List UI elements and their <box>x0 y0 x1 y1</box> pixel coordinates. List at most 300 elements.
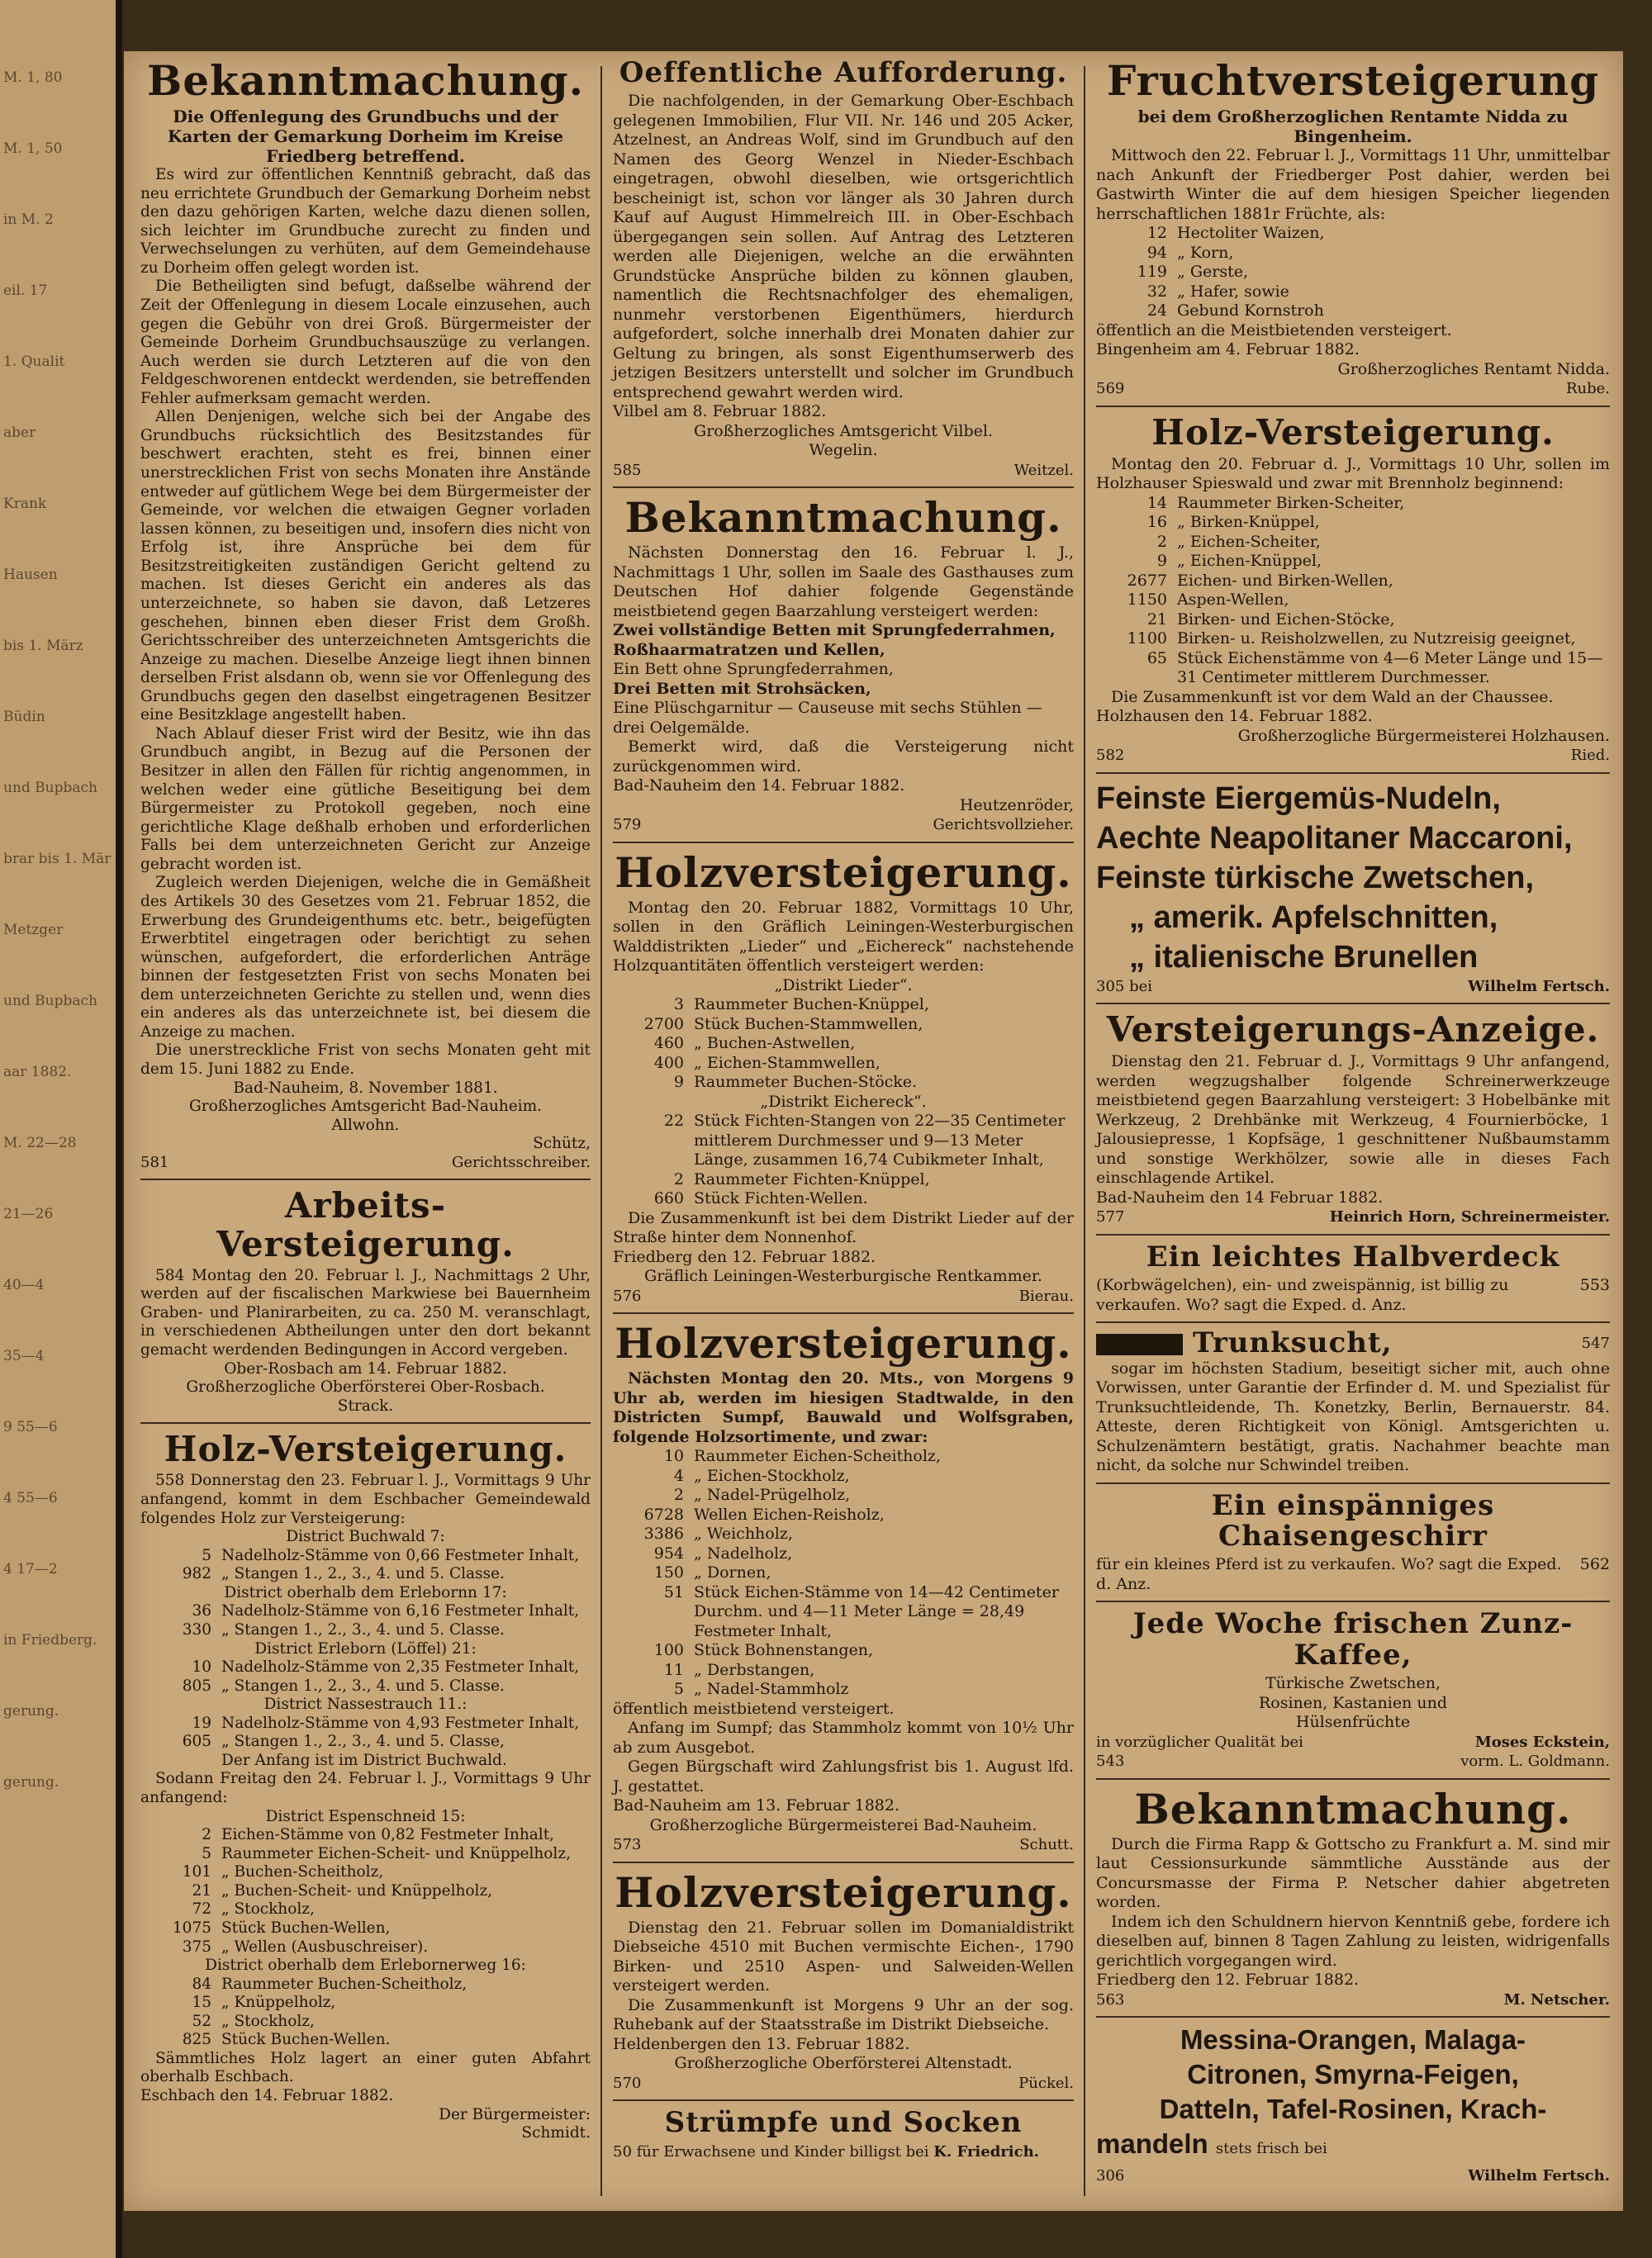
ad-line: Citronen, Smyrna-Feigen, <box>1187 2059 1519 2090</box>
lot-description: „ Stangen 1., 2., 3., 4. und 5. Classe. <box>221 1620 505 1639</box>
ad-text: Montag den 20. Februar d. J., Vormittags 10 Uhr, sollen im Holzhauser Spieswald und zwar mit Brennholz beginnend: <box>1096 454 1610 493</box>
signature: Strack. <box>337 1397 394 1415</box>
column-rule <box>601 66 602 2196</box>
ad-line: Messina-Orangen, Malaga- <box>1180 2024 1526 2056</box>
ad-grundbuch-dorheim <box>140 51 591 1180</box>
place-date: Vilbel am 8. Februar 1882. <box>613 402 827 421</box>
ad-fruchtversteigerung <box>1096 51 1610 407</box>
lot-line <box>140 1957 591 1976</box>
ad-paragraph: Nach Ablauf dieser Frist wird der Besitz, wie ihn das Grundbuch angibt, in Bezug auf die Personen der Besitzer in allen den Fällen für richtig angenommen, in welchen weder eine gütliche Beseitigung bei dem Bürgermeister zu Protokoll gegeben, noch eine gerichtliche Klage deßhalb erhoben und erforderlichen Falls bei dem unterzeichneten Gericht zur Anzeige gebracht worden ist. <box>140 724 591 873</box>
ad-paragraph: Die Betheiligten sind befugt, daßselbe während der Zeit der Offenlegung in diesem Locale einzusehen, auch gegen die Gebühr von drei Groß. Bürgermeister der Gemeinde Dorheim Grundbuchsauszüge zu verlangen. Auch werden sie durch Letzteren auf die von den Feldgeschworenen entdeckt werdenden, sie betreffenden Fehler aufmerksam gemacht werden. <box>140 278 591 407</box>
ad-text: Nächsten Donnerstag den 16. Februar l. J., Nachmittags 1 Uhr, sollen im Saale des Gasthauses zum Deutschen Hof dahier folgende Gegenstände meistbietend gegen Baarzahlung versteigert werden: <box>613 543 1074 620</box>
place-date: Friedberg den 12. Februar 1882. <box>1096 1971 1360 1990</box>
ad-number: 547 <box>1581 1335 1610 1353</box>
lot-quantity: 2700 <box>643 1014 684 1033</box>
lot-line <box>140 1733 591 1752</box>
ad-number: 569 <box>1096 380 1125 397</box>
lot-description: District Espenschneid 15: <box>265 1807 466 1825</box>
lot-quantity: 1075 <box>172 1919 211 1937</box>
authority: Großherzogliche Bürgermeisterei Holzhausen. <box>1237 726 1610 745</box>
lot-quantity: 5 <box>673 1680 684 1699</box>
ad-title: Jede Woche frischen Zunz-Kaffee, <box>1132 1607 1574 1672</box>
lot-line <box>140 2013 591 2032</box>
place-date: Eschbach den 14. Februar 1882. <box>140 2087 394 2104</box>
lot-description: Eichen- und Birken-Wellen, <box>1177 571 1393 590</box>
place-date: Friedberg den 12. Februar 1882. <box>613 1247 876 1266</box>
lot-description: Stück Buchen-Stammwellen, <box>694 1014 923 1033</box>
lot-description: „ Korn, <box>1177 243 1234 262</box>
lot-list <box>1096 224 1610 321</box>
lot-line <box>1096 224 1610 244</box>
lot-description: „ Buchen-Scheit- und Knüppelholz, <box>221 1881 493 1900</box>
lot-quantity: 400 <box>653 1053 684 1072</box>
ad-text: Montag den 20. Februar l. J., Nachmittags 2 Uhr, werden auf der fiscalischen Markwiese bei Bauernheim Graben- und Planirarbeiten, zu ca. 250 M. veranschlagt, in verschiedenen Abtheilungen unter den dort bekannt gemacht werdenden Bedingungen in Accord vergeben. <box>140 1266 591 1359</box>
lot-line <box>140 1938 591 1957</box>
column-3 <box>1088 51 1618 2193</box>
ad-holzversteigerung-diebseiche <box>613 1863 1074 2102</box>
signature: vorm. L. Goldmann. <box>1460 1753 1610 1771</box>
lot-line <box>140 1640 591 1659</box>
lot-quantity: 12 <box>1146 224 1167 242</box>
lot-quantity: 3386 <box>643 1525 684 1544</box>
place-date: Bad-Nauheim den 14. Februar 1882. <box>613 776 905 795</box>
lot-quantity <box>140 1752 221 1771</box>
lot-description: „ Stockholz, <box>221 1900 315 1919</box>
district-label: „Distrikt Lieder“. <box>774 975 913 994</box>
lot-description: District Buchwald 7: <box>286 1528 445 1546</box>
item: Hülsenfrüchte <box>1295 1713 1411 1732</box>
ad-subtitle: bei dem Großherzoglichen Rentamte Nidda zu Bingenheim. <box>1137 107 1569 146</box>
lot-line <box>613 1054 1074 1074</box>
authority: Der Bürgermeister: <box>439 2105 591 2123</box>
lot-quantity: 119 <box>1137 263 1167 281</box>
lot-description: „ Eichen-Scheiter, <box>1177 532 1321 551</box>
column-2 <box>605 51 1082 2168</box>
authority: Großherzogliche Oberförsterei Ober-Rosbach. <box>186 1378 545 1397</box>
lot-description: Nadelholz-Stämme von 2,35 Festmeter Inhalt, <box>221 1658 580 1677</box>
lot-line <box>1096 301 1610 321</box>
lot-quantity: 15 <box>192 1994 211 2012</box>
lot-line <box>613 1034 1074 1054</box>
signature: Gerichtsvollzieher. <box>933 816 1074 834</box>
pointing-hand-icon <box>1096 1334 1183 1355</box>
ad-number: 584 <box>155 1266 185 1284</box>
strip-fragment: M. 22—28 <box>3 1135 77 1151</box>
lot-quantity: 84 <box>192 1975 211 1993</box>
lot-quantity: 52 <box>192 2012 211 2030</box>
strip-fragment: gerung. <box>3 1703 59 1720</box>
lot-description: Stück Bohnenstangen, <box>694 1641 874 1660</box>
ad-text: in vorzüglicher Qualität bei <box>1096 1733 1303 1751</box>
lot-description: „ Wellen (Ausbuschreiser). <box>221 1938 429 1956</box>
ad-text: für ein kleines Pferd ist zu verkaufen. Wo? sagt die Exped. d. Anz. <box>1096 1555 1562 1593</box>
ad-number: 585 <box>613 461 642 479</box>
signature: Heutzenröder, <box>959 795 1074 814</box>
lot-line <box>140 1863 591 1882</box>
lot-description: Stück Buchen-Wellen. <box>221 2031 391 2049</box>
signature: Moses Eckstein, <box>1474 1733 1610 1751</box>
ad-text: Montag den 20. Februar 1882, Vormittags 10 Uhr, sollen in den Gräflich Leiningen-Westerburgischen Walddistrikten „Lieder“ und „Eichereck“ nachstehende Holzquantitäten öffentlich versteigert werden: <box>613 898 1074 975</box>
lot-line <box>140 1845 591 1864</box>
strip-fragment: und Bupbach <box>3 780 97 796</box>
place-date: Holzhausen den 14. Februar 1882. <box>1096 707 1373 726</box>
ad-text: Dienstag den 21. Februar sollen im Domanialdistrikt Diebseiche 4510 mit Buchen vermischte Eichen-, 1790 Birken- und 2510 Aspen- und Salweiden-Wellen versteigert werden. <box>613 1918 1074 1995</box>
ad-paragraph: Durch die Firma Rapp & Gottscho zu Frankfurt a. M. sind mir laut Cessionsurkunde sämmtliche Ausstände aus der Concursmasse der Firma P. Netscher dahier abgetreten worden. <box>1096 1834 1610 1912</box>
signature: Bierau. <box>1018 1287 1074 1305</box>
lot-description: District oberhalb dem Erlebornn 17: <box>224 1583 507 1601</box>
ad-line: „ italienische Brunellen <box>1129 939 1479 975</box>
lot-line <box>613 1447 1074 1467</box>
lot-description: „ Stangen 1., 2., 3., 4. und 5. Classe, <box>221 1733 505 1751</box>
strip-fragment: aar 1882. <box>3 1064 72 1080</box>
lot-line <box>613 1506 1074 1525</box>
lot-line <box>1096 533 1610 553</box>
strip-fragment: Büdin <box>3 709 45 725</box>
lot-description: Stück Eichenstämme von 4—6 Meter Länge und 15—31 Centimeter mittlerem Durchmesser. <box>1177 648 1603 687</box>
lot-line <box>140 2031 591 2050</box>
signature: Schütz, <box>533 1135 591 1153</box>
lot-line <box>613 995 1074 1015</box>
lot-line <box>613 1170 1074 1190</box>
ad-title: Ein leichtes Halbverdeck <box>1146 1240 1560 1274</box>
lot-quantity: 3 <box>673 995 684 1014</box>
lot-quantity: 21 <box>1146 610 1167 629</box>
lot-line <box>140 1715 591 1734</box>
lot-line <box>140 1696 591 1715</box>
lot-list <box>140 1528 591 1770</box>
ad-number: 570 <box>613 2074 642 2092</box>
ad-line: Feinste türkische Zwetschen, <box>1096 860 1535 895</box>
lot-quantity: 10 <box>192 1658 211 1677</box>
signature: Pückel. <box>1018 2074 1074 2092</box>
strip-fragment: 4 17—2 <box>3 1561 58 1577</box>
place-date: Bad-Nauheim am 13. Februar 1882. <box>613 1796 900 1815</box>
lot-line <box>1096 629 1610 649</box>
strip-fragment: in M. 2 <box>3 211 54 228</box>
column-1 <box>132 51 599 2150</box>
lot-quantity: 150 <box>653 1563 684 1582</box>
ad-paragraph: Es wird zur öffentlichen Kenntniß gebracht, daß das neu errichtete Grundbuch der Gemarkung Dorheim nebst den dazu gehörigen Karten, welche dazu dienen sollen, sich leichter im Grundbuche zurecht zu finden und Verwechselungen zu verhüten, auf dem Gemeindehause zu Dorheim offen gelegt worden ist. <box>140 166 591 277</box>
ad-holz-versteigerung-holzhausen <box>1096 407 1610 774</box>
lot-quantity: 6728 <box>643 1505 684 1524</box>
lot-quantity: 100 <box>653 1641 684 1660</box>
ad-text: Dienstag den 21. Februar d. J., Vormittags 9 Uhr anfangend, werden wegzugshalber folgende Schreinerwerkzeuge meistbietend gegen Baarzahlung versteigert: 3 Hobelbänke mit Werkzeug, 2 Drehbänke mit Werkzeug, 4 Fournierböcke, 1 Jalousiepresse, 1 Kopfsäge, 1 geschnittener Nußbaumstamm und sonstige Werkhölzer, sowie alle in dieses Fach einschlagende Artikel. <box>1096 1052 1610 1188</box>
lot-description: „ Knüppelholz, <box>221 1994 336 2012</box>
signature: Ried. <box>1570 747 1610 765</box>
lot-line <box>140 1900 591 1919</box>
ad-bekanntmachung-betten <box>613 488 1074 843</box>
lot-description: Raummeter Buchen-Scheitholz, <box>221 1975 468 1993</box>
signature: Heinrich Horn, Schreinermeister. <box>1329 1208 1610 1226</box>
ad-number: 581 <box>140 1153 169 1171</box>
lot-quantity: 21 <box>192 1881 211 1900</box>
lot-description: Nadelholz-Stämme von 6,16 Festmeter Inhalt, <box>221 1602 580 1620</box>
lot-quantity: 14 <box>1146 493 1167 512</box>
ad-paragraph: Zugleich werden Diejenigen, welche die in Gemäßheit des Artikels 30 des Gesetzes vom 21. Februar 1852, die Erwerbung des Grundeigenthums etc. betr., beigefügten Erwerbtitel eingetragen oder berichtigt zu sehen wünschen, aufgefordert, die erforderlichen Anträge binnen der festgesetzten Frist von sechs Monaten bei dem unterzeichneten Gerichte zu stellen und, wenn dies ein anderes als das unterzeichnete ist, bei diesem die Anzeige zu machen. <box>140 874 591 1041</box>
lot-description: Der Anfang ist im District Buchwald. <box>221 1751 507 1769</box>
lot-line <box>1096 610 1610 630</box>
place-date: Bad-Nauheim, 8. November 1881. <box>233 1079 498 1097</box>
lot-line <box>613 1583 1074 1642</box>
lot-line <box>140 1621 591 1640</box>
lot-line <box>140 1976 591 1995</box>
lot-line <box>140 1658 591 1677</box>
ad-title: Holzversteigerung. <box>615 1319 1072 1369</box>
lot-description: Stück Fichten-Stangen von 22—35 Centimeter mittlerem Durchmesser und 9—13 Meter Länge, zusammen 16,74 Cubikmeter Inhalt, <box>694 1112 1066 1169</box>
lot-description: „ Birken-Knüppel, <box>1177 513 1320 532</box>
lot-line <box>140 1565 591 1584</box>
lot-line <box>140 1882 591 1901</box>
lot-description: District Nassestrauch 11.: <box>263 1696 468 1714</box>
ad-text: Die nachfolgenden, in der Gemarkung Ober-Eschbach gelegenen Immobilien, Flur VII. Nr. 146 und 205 Acker, Atzelnest, an Andreas Wolf, sind im Grundbuch auf den Namen des Georg Wenzel in Nieder-Eschbach eingetragen, obwohl dieselben, wie ortsgerichtlich bescheinigt ist, schon vor länger als 30 Jahren durch Kauf auf August Himmelreich III. in Ober-Eschbach übergegangen sein sollen. Auf Antrag des Letzteren werden alle Diejenigen, welche an die erwähnten Grundstücke Ansprüche bilden zu können glauben, namentlich die Rechtsnachfolger des ehemaligen, nunmehr verstorbenen Eigenthümers, hierdurch aufgefordert, solche innerhalb drei Monaten dahier zur Geltung zu bringen, als sonst Eigenthumserwerb des jetzigen Besitzers unterstellt und solcher im Grundbuch entsprechend gewahrt werden wird. <box>613 92 1074 401</box>
ad-text: Nächsten Montag den 20. Mts., von Morgens 9 Uhr ab, werden im hiesigen Stadtwalde, in den Districten Sumpf, Bauwald und Wolfsgraben, folgende Holzsortimente, und zwar: <box>613 1369 1074 1446</box>
strip-fragment: 40—4 <box>3 1277 45 1293</box>
strip-fragment: 35—4 <box>3 1348 45 1364</box>
lot-description: Birken- u. Reisholzwellen, zu Nutzreisig geeignet, <box>1177 629 1576 648</box>
ad-arbeits-versteigerung <box>140 1180 591 1424</box>
lot-description: Raummeter Eichen-Scheit- und Knüppelholz, <box>221 1844 571 1862</box>
ad-number: 306 <box>1096 2167 1125 2185</box>
ad-title: Holz-Versteigerung. <box>164 1429 567 1470</box>
lot-description: „ Eichen-Stammwellen, <box>694 1053 881 1072</box>
strip-fragment: eil. 17 <box>3 282 48 299</box>
ad-text: Sodann Freitag den 24. Februar l. J., Vormittags 9 Uhr anfangend: <box>140 1770 591 1806</box>
signature: Wegelin. <box>809 441 878 460</box>
authority: Gräflich Leiningen-Westerburgische Rentkammer. <box>644 1267 1042 1286</box>
newspaper-page <box>124 51 1623 2211</box>
lot-description: Wellen Eichen-Reisholz, <box>694 1505 885 1524</box>
lot-description: Gebund Kornstroh <box>1177 301 1324 320</box>
ad-title: Bekanntmachung. <box>146 56 585 105</box>
lot-description: Aspen-Wellen, <box>1177 591 1289 610</box>
lot-description: Hectoliter Waizen, <box>1177 224 1325 242</box>
ad-paragraph: Indem ich den Schuldnern hiervon Kenntniß gebe, fordere ich dieselben auf, binnen 8 Tagen Zahlung zu leisten, widrigenfalls gerichtlich vorgegangen wird. <box>1096 1912 1610 1970</box>
ad-text: Mittwoch den 22. Februar l. J., Vormittags 11 Uhr, unmittelbar nach Ankunft der Friedberger Post dahier, werden bei Gastwirth Winter die auf dem hiesigen Speicher liegenden herrschaftlichen 1881r Früchte, als: <box>1096 146 1610 223</box>
lot-quantity: 2 <box>673 1486 684 1505</box>
lot-quantity: 2 <box>202 1826 211 1844</box>
ad-line: „ amerik. Apfelschnitten, <box>1129 899 1498 935</box>
ad-title: Oeffentliche Aufforderung. <box>619 56 1068 89</box>
lot-line <box>613 1486 1074 1506</box>
lot-line <box>1096 591 1610 610</box>
lot-description: „ Weichholz, <box>694 1525 793 1544</box>
lot-quantity: 605 <box>182 1733 211 1751</box>
lot-description: Raummeter Buchen-Knüppel, <box>694 995 929 1014</box>
ad-paragraph: Die unerstreckliche Frist von sechs Monaten geht mit dem 15. Juni 1882 zu Ende. <box>140 1041 591 1078</box>
strip-fragment: gerung. <box>3 1774 59 1791</box>
lot-line <box>140 1752 591 1771</box>
lot-line <box>140 1602 591 1621</box>
lot-line <box>613 1563 1074 1583</box>
ad-title: Holzversteigerung. <box>615 847 1072 897</box>
strip-fragment: 4 55—6 <box>3 1490 58 1506</box>
lot-quantity: 24 <box>1146 301 1167 320</box>
strip-fragment: Metzger <box>3 922 64 938</box>
item: Zwei vollständige Betten mit Sprungfederrahmen, Roßhaarmatratzen und Kellen, <box>613 621 1056 659</box>
item: Ein Bett ohne Sprungfederrahmen, <box>613 660 894 679</box>
lot-quantity: 101 <box>182 1863 211 1881</box>
ad-text: Gegen Bürgschaft wird Zahlungsfrist bis 1. August lfd. J. gestattet. <box>613 1758 1074 1795</box>
signature: Wilhelm Fertsch. <box>1468 2167 1610 2185</box>
lot-quantity: 954 <box>653 1544 684 1563</box>
ad-title: Arbeits-Versteigerung. <box>216 1185 515 1264</box>
ad-number: 563 <box>1096 1990 1125 2009</box>
strip-fragment: 1. Qualit <box>3 353 65 370</box>
lot-quantity: 375 <box>182 1938 211 1956</box>
ad-text: für Erwachsene und Kinder billigst bei <box>636 2142 929 2161</box>
lot-line <box>613 1189 1074 1209</box>
lot-quantity: 1100 <box>1127 629 1167 648</box>
authority: Großherzogliches Amtsgericht Bad-Nauheim. <box>188 1098 542 1116</box>
lot-list <box>140 1808 591 2050</box>
lot-description: Eichen-Stämme von 0,82 Festmeter Inhalt, <box>221 1826 555 1844</box>
strip-fragment: brar bis 1. Mär <box>3 851 112 867</box>
lot-description: „ Buchen-Scheitholz, <box>221 1863 384 1881</box>
ad-text: (Korbwägelchen), ein- und zweispännig, ist billig zu verkaufen. Wo? sagt die Exped. d. Anz. <box>1096 1276 1509 1314</box>
lot-line <box>1096 494 1610 514</box>
lot-description: Nadelholz-Stämme von 0,66 Festmeter Inhalt, <box>221 1546 580 1564</box>
lot-description: Nadelholz-Stämme von 4,93 Festmeter Inhalt, <box>221 1714 580 1732</box>
lot-line <box>1096 649 1610 688</box>
ad-number: 558 <box>155 1472 185 1490</box>
ad-text: Donnerstag den 23. Februar l. J., Vormittags 9 Uhr anfangend, kommt in dem Eschbacher Gemeindewald folgendes Holz zur Versteigerung: <box>140 1472 591 1527</box>
ad-text: sogar im höchsten Stadium, beseitigt sicher mit, auch ohne Vorwissen, unter Garantie der Erfinder d. M. und Spezialist für Trunksuchtleidende, Th. Konetzky, Berlin, Bernauerstr. 84. Atteste, deren Richtigkeit von Königl. Amtsgerichten u. Schulzenämtern bestätigt, gratis. Nachahmer beachte man nicht, da solche nur Schwindel treiben. <box>1096 1359 1610 1475</box>
ad-trunksucht <box>1096 1323 1610 1483</box>
lot-quantity: 72 <box>192 1900 211 1919</box>
lot-list <box>613 1112 1074 1209</box>
lot-description: „ Nadelholz, <box>694 1544 793 1563</box>
lot-description: Raummeter Buchen-Stöcke. <box>694 1073 918 1092</box>
ad-subtitle: Die Offenlegung des Grundbuchs und der Karten der Gemarkung Dorheim im Kreise Friedberg betreffend. <box>167 107 564 166</box>
strip-fragment: Hausen <box>3 567 58 583</box>
lot-line <box>140 1584 591 1603</box>
ad-title: Holzversteigerung. <box>615 1867 1072 1917</box>
ad-oeffentliche-aufforderung <box>613 51 1074 488</box>
lot-list <box>613 995 1074 1093</box>
ad-line: Datteln, Tafel-Rosinen, Krach- <box>1159 2094 1547 2125</box>
lot-quantity: 22 <box>663 1112 684 1131</box>
lot-line <box>613 1680 1074 1700</box>
lot-quantity: 982 <box>182 1565 211 1583</box>
ad-nudeln-fertsch <box>1096 774 1610 1005</box>
ad-number: 573 <box>613 1836 642 1854</box>
lot-line <box>140 1919 591 1938</box>
strip-fragment: aber <box>3 425 36 441</box>
ad-text: öffentlich an die Meistbietenden versteigert. <box>1096 320 1452 339</box>
ad-orangen-fertsch <box>1096 2018 1610 2193</box>
lot-line <box>140 1826 591 1845</box>
place-date: Ober-Rosbach am 14. Februar 1882. <box>224 1359 507 1378</box>
ad-paragraph: Allen Denjenigen, welche sich bei der Angabe des Grundbuchs rücksichtlich des Besitzstandes für beschwert erachten, steht es frei, binnen einer unerstrecklichen Frist von sechs Monaten ihre Anstände entweder auf gütlichem Wege bei dem Bürgermeister der Gemeinde, vor welchen die etwaigen Gegner vorladen lassen können, zu beseitigen und, insofern dies nicht von Erfolg ist, ihre Ansprüche bei dem für Besitzstreitigkeiten zuständigen Gericht geltend zu machen. Ist dieses Gericht ein anderes als das unterzeichnete, so haben sie davon, daß Letzeres geschehen, binnen eben dieser Frist dem Großh. Gerichtsschreiber des unterzeichneten Amtsgerichts die Anzeige zu machen. Dieselbe Anzeige liegt ihnen binnen derselben Frist alsdann ob, wenn sie vor Offenlegung des Grundbuchs gegen den daselbst eingetragenen Besitzer eine Besitzklage angestellt haben. <box>140 408 591 724</box>
ad-number: 562 <box>1579 1555 1610 1574</box>
ad-number: 553 <box>1579 1276 1610 1295</box>
ad-text: Die Zusammenkunft ist vor dem Wald an der Chaussee. <box>1111 687 1554 706</box>
lot-quantity: 16 <box>1146 513 1167 532</box>
signature: Rube. <box>1565 380 1610 397</box>
authority: Großherzogliche Bürgermeisterei Bad-Nauheim. <box>649 1815 1037 1834</box>
item: Rosinen, Kastanien und <box>1258 1693 1448 1712</box>
lot-description: „ Nadel-Stammholz <box>694 1680 849 1699</box>
ad-title: Trunksucht, <box>1193 1326 1393 1360</box>
lot-line <box>140 1677 591 1696</box>
item: Eine Plüschgarnitur — Causeuse mit sechs Stühlen — drei Oelgemälde. <box>613 699 1042 737</box>
column-rule <box>1084 66 1085 2196</box>
ad-number: 576 <box>613 1287 642 1305</box>
ad-text: Anfang im Sumpf; das Stammholz kommt von 10½ Uhr ab zum Ausgebot. <box>613 1719 1074 1757</box>
authority: Großherzogliches Amtsgericht Vilbel. <box>694 421 993 440</box>
ad-title: Ein einspänniges Chaisengeschirr <box>1211 1488 1495 1554</box>
ad-zunz-kaffee <box>1096 1602 1610 1779</box>
lot-description: „ Dornen, <box>694 1563 771 1582</box>
lot-line <box>1096 552 1610 572</box>
signature: Wilhelm Fertsch. <box>1468 977 1610 995</box>
lot-line <box>613 1073 1074 1093</box>
lot-description: Raummeter Birken-Scheiter, <box>1177 493 1405 512</box>
lot-description: District oberhalb dem Erlebornerweg 16: <box>205 1957 526 1975</box>
strip-fragment: M. 1, 50 <box>3 140 63 157</box>
ad-holzversteigerung-nauheim <box>613 1314 1074 1863</box>
lot-description: „ Buchen-Astwellen, <box>694 1034 856 1053</box>
lot-quantity: 10 <box>663 1447 684 1466</box>
lot-description: Raummeter Eichen-Scheitholz, <box>694 1447 941 1466</box>
lot-line <box>613 1641 1074 1661</box>
lot-quantity: 19 <box>192 1714 211 1732</box>
lot-line <box>1096 513 1610 533</box>
ad-title: Strümpfe und Socken <box>664 2106 1023 2140</box>
lot-quantity: 9 <box>673 1073 684 1092</box>
signature: Schmidt. <box>521 2124 591 2142</box>
lot-description: Stück Buchen-Wellen, <box>221 1919 391 1937</box>
ad-title: Fruchtversteigerung <box>1106 56 1600 105</box>
strip-fragment: bis 1. März <box>3 638 83 654</box>
lot-line <box>613 1544 1074 1564</box>
ad-title: Holz-Versteigerung. <box>1151 411 1555 453</box>
ad-title: Versteigerungs-Anzeige. <box>1106 1009 1600 1051</box>
lot-quantity: 9 <box>1156 552 1167 571</box>
lot-quantity: 5 <box>202 1844 211 1862</box>
lot-line <box>1096 244 1610 263</box>
ad-text: bei <box>1129 977 1153 995</box>
lot-description: „ Eichen-Stockholz, <box>694 1466 850 1485</box>
strip-fragment: und Bupbach <box>3 993 97 1009</box>
lot-description: „ Derbstangen, <box>694 1660 815 1679</box>
lot-quantity: 1150 <box>1127 591 1167 610</box>
ad-struempfe <box>613 2101 1074 2168</box>
ad-chaisengeschirr <box>1096 1484 1610 1603</box>
ad-versteigerungs-anzeige <box>1096 1004 1610 1236</box>
item: Türkische Zwetschen, <box>1265 1674 1441 1693</box>
ad-text: öffentlich meistbietend versteigert. <box>613 1699 895 1718</box>
ad-bekanntmachung-netscher <box>1096 1780 1610 2018</box>
ad-halbverdeck <box>1096 1236 1610 1323</box>
lot-quantity: 660 <box>653 1189 684 1208</box>
lot-description: „ Eichen-Knüppel, <box>1177 552 1322 571</box>
lot-quantity: 330 <box>182 1620 211 1639</box>
lot-quantity: 32 <box>1146 282 1167 301</box>
lot-description: „ Stockholz, <box>221 2012 315 2030</box>
lot-quantity: 11 <box>663 1660 684 1679</box>
ad-title: Bekanntmachung. <box>1134 1784 1572 1833</box>
lot-line <box>613 1525 1074 1544</box>
lot-line <box>140 1994 591 2013</box>
lot-description: Raummeter Fichten-Knüppel, <box>694 1169 930 1188</box>
lot-list <box>613 1447 1074 1700</box>
ad-text: Die Zusammenkunft ist Morgens 9 Uhr an der sog. Ruhebank auf der Staatsstraße im Distrikt Diebseiche. <box>613 1995 1074 2034</box>
lot-description: Birken- und Eichen-Stöcke, <box>1177 610 1395 629</box>
signature: M. Netscher. <box>1503 1990 1610 2009</box>
signature: Schutt. <box>1019 1836 1074 1854</box>
lot-line <box>613 1467 1074 1487</box>
